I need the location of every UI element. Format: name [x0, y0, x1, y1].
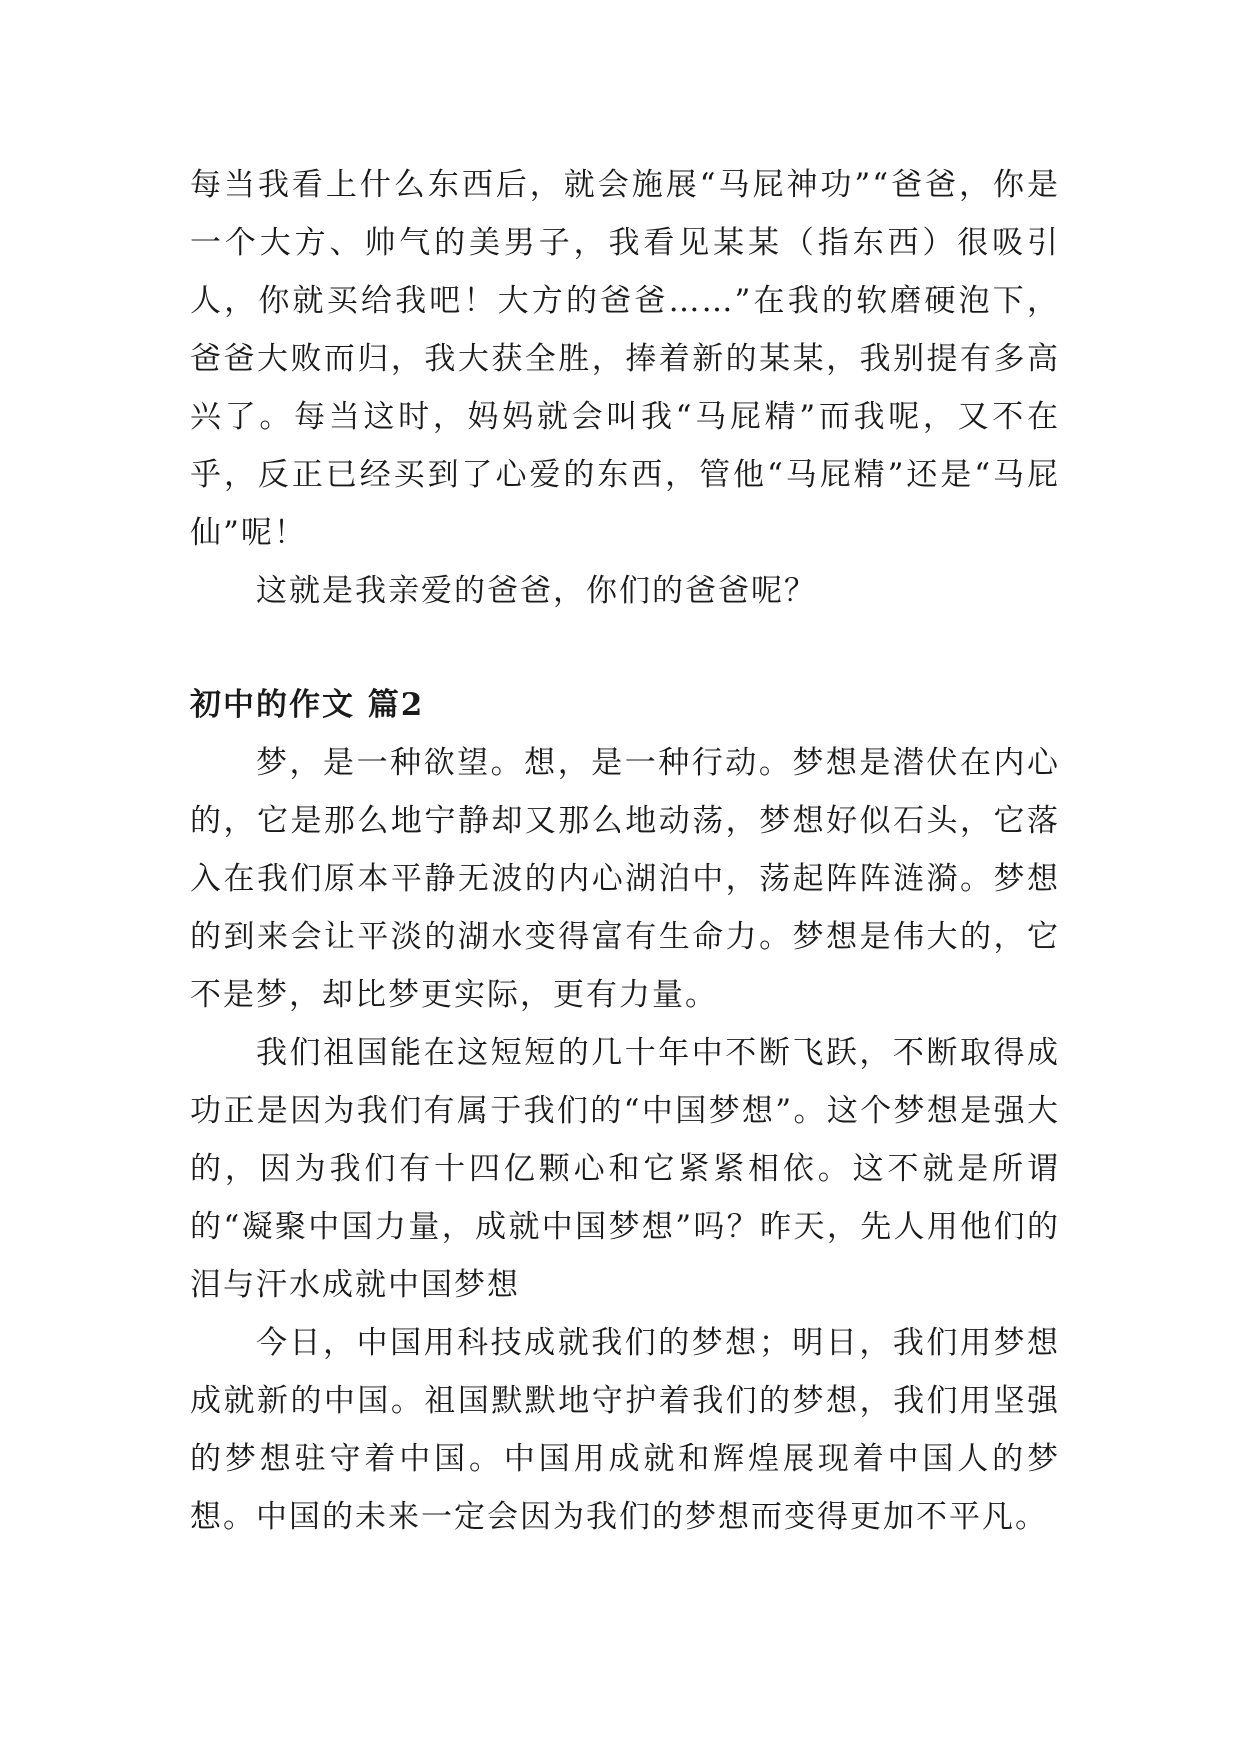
essay-2 [190, 676, 1060, 1546]
paragraph-closing: 这就是我亲爱的爸爸，你们的爸爸呢？ [256, 573, 817, 609]
essay-1-ending [190, 156, 1060, 620]
paragraph-continued: 每当我看上什么东西后，就会施展“马屁神功”“爸爸，你是一个大方、帅气的美男子，我看见某某（指东西）很吸引人，你就买给我吧！大方的爸爸……”在我的软磨硬泡下，爸爸大败而归，我大获全胜，捧着新的某某，我别提有多高兴了。每当这时，妈妈就会叫我“马屁精”而我呢，又不在乎，反正已经买到了心爱的东西，管他“马屁精”还是“马屁仙”呢！ [190, 167, 1060, 551]
section-title: 初中的作文 篇2 [190, 687, 425, 723]
paragraph: 梦，是一种欲望。想，是一种行动。梦想是潜伏在内心的，它是那么地宁静却又那么地动荡，梦想好似石头，它落入在我们原本平静无波的内心湖泊中，荡起阵阵涟漪。梦想的到来会让平淡的湖水变得富有生命力。梦想是伟大的，它不是梦，却比梦更实际，更有力量。 [190, 745, 1060, 1013]
paragraph: 我们祖国能在这短短的几十年中不断飞跃，不断取得成功正是因为我们有属于我们的“中国梦想”。这个梦想是强大的，因为我们有十四亿颗心和它紧紧相依。这不就是所谓的“凝聚中国力量，成就中国梦想”吗？昨天，先人用他们的泪与汗水成就中国梦想 [190, 1035, 1060, 1303]
paragraph: 今日，中国用科技成就我们的梦想；明日，我们用梦想成就新的中国。祖国默默地守护着我们的梦想，我们用坚强的梦想驻守着中国。中国用成就和辉煌展现着中国人的梦想。中国的未来一定会因为我们的梦想而变得更加不平凡。 [190, 1325, 1060, 1535]
